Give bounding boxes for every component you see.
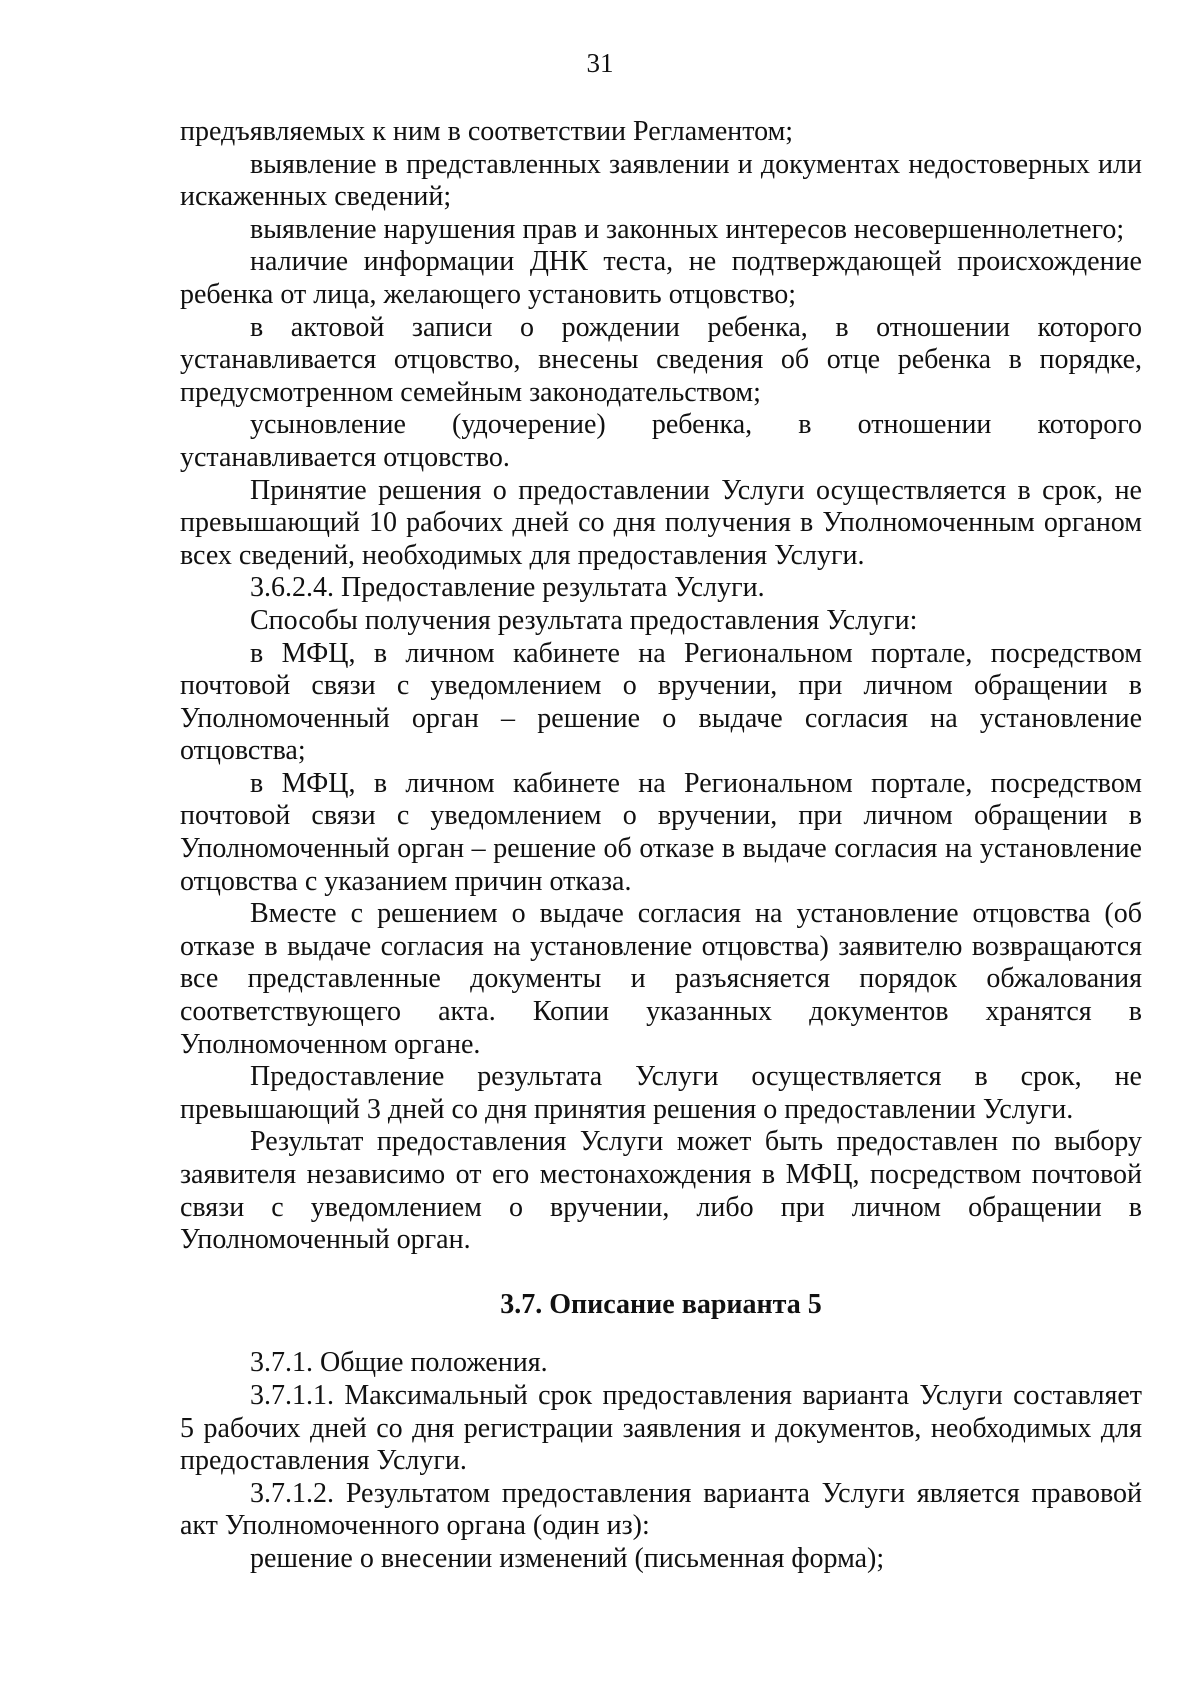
paragraph: в МФЦ, в личном кабинете на Региональном портале, посредством почтовой связи с уведомлением о вручении, при личном обращении в Уполномоченный орган – решение о выдаче согласия на установление отцовства; [180,637,1142,767]
paragraph: Принятие решения о предоставлении Услуги осуществляется в срок, не превышающий 10 рабочих дней со дня получения в Уполномоченным органом всех сведений, необходимых для предоставления Услуги. [180,474,1142,571]
paragraph: решение о внесении изменений (письменная форма); [250,1542,885,1574]
paragraph: усыновление (удочерение) ребенка, в отношении которого устанавливается отцовство. [180,409,1142,473]
page-number: 31 [586,48,614,78]
paragraph: в актовой записи о рождении ребенка, в отношении которого устанавливается отцовство, внесены сведения об отце ребенка в порядке, предусмотренном семейным законодательством; [180,311,1142,408]
paragraph: 3.7.1.2. Результатом предоставления варианта Услуги является правовой акт Уполномоченного органа (один из): [180,1477,1142,1542]
paragraph: выявление нарушения прав и законных интересов несовершеннолетнего; [250,213,1125,245]
paragraph: наличие информации ДНК теста, не подтверждающей происхождение ребенка от лица, желающего установить отцовство; [180,246,1142,310]
paragraph: 3.7.1. Общие положения. [250,1347,548,1379]
paragraph: Способы получения результата предоставления Услуги: [250,604,918,636]
document-body [180,116,1142,1576]
section-heading: 3.7. Описание варианта 5 [500,1288,822,1320]
paragraph: выявление в представленных заявлении и документах недостоверных или искаженных сведений; [180,148,1142,213]
paragraph: Результат предоставления Услуги может быть предоставлен по выбору заявителя независимо от его местонахождения в МФЦ, посредством почтовой связи с уведомлением о вручении, либо при личном обращении в Уполномоченный орган. [180,1126,1142,1256]
paragraph: Вместе с решением о выдаче согласия на установление отцовства (об отказе в выдаче согласия на установление отцовства) заявителю возвращаются все представленные документы и разъясняется порядок обжалования соответствующего акта. Копии указанных документов хранятся в Уполномоченном органе. [180,898,1142,1060]
paragraph: в МФЦ, в личном кабинете на Региональном портале, посредством почтовой связи с уведомлением о вручении, при личном обращении в Уполномоченный орган – решение об отказе в выдаче согласия на установление отцовства с указанием причин отказа. [180,767,1142,897]
paragraph: 3.6.2.4. Предоставление результата Услуги. [250,572,765,604]
paragraph: 3.7.1.1. Максимальный срок предоставления варианта Услуги составляет 5 рабочих дней со дня регистрации заявления и документов, необходимых для предоставления Услуги. [180,1379,1142,1477]
paragraph: Предоставление результата Услуги осуществляется в срок, не превышающий 3 дней со дня принятия решения о предоставлении Услуги. [180,1061,1142,1125]
paragraph: предъявляемых к ним в соответствии Регламентом; [180,116,794,147]
